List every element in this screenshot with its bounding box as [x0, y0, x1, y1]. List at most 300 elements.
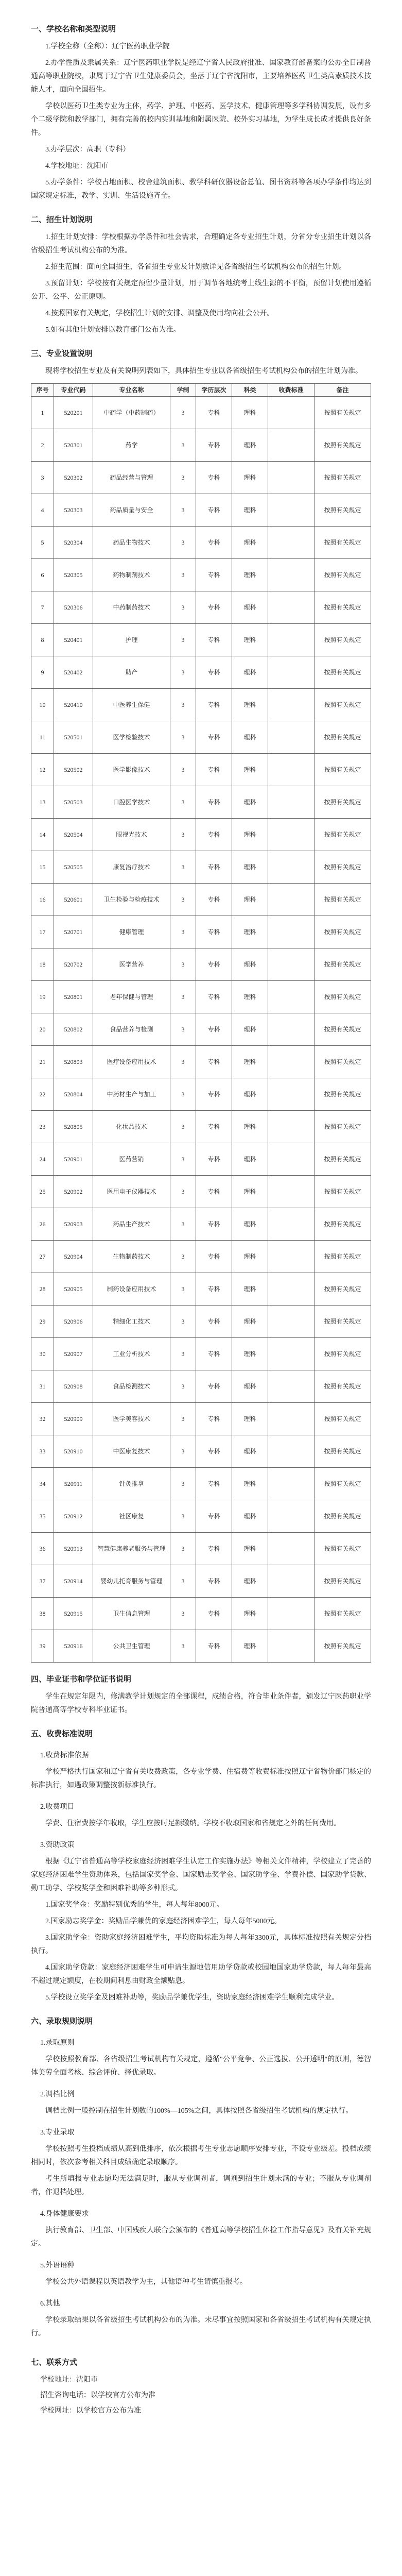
- table-cell: 卫生信息管理: [93, 1598, 170, 1630]
- table-cell: 520402: [54, 656, 93, 689]
- table-cell: 按照有关规定: [314, 851, 371, 884]
- table-cell: 按照有关规定: [314, 1435, 371, 1468]
- table-cell: 20: [31, 1013, 54, 1046]
- table-cell: 理科: [232, 1630, 268, 1663]
- table-row: [31, 1111, 371, 1143]
- table-cell: 按照有关规定: [314, 1403, 371, 1435]
- table-cell: 19: [31, 981, 54, 1013]
- table-cell: 专科: [196, 429, 232, 462]
- table-cell: 专科: [196, 1533, 232, 1565]
- table-cell: 15: [31, 851, 54, 884]
- table-cell: 理科: [232, 721, 268, 754]
- table-cell: 按照有关规定: [314, 1046, 371, 1078]
- table-cell: 按照有关规定: [314, 1013, 371, 1046]
- table-cell: 理科: [232, 559, 268, 591]
- table-cell: 29: [31, 1306, 54, 1338]
- table-cell: 药品质量与安全: [93, 494, 170, 527]
- table-cell: [268, 689, 314, 721]
- section-title: 五、收费标准说明: [31, 1730, 93, 1738]
- table-cell: 520905: [54, 1273, 93, 1306]
- table-cell: 3: [170, 1468, 196, 1500]
- table-cell: [268, 1013, 314, 1046]
- table-cell: 专科: [196, 462, 232, 494]
- subsection-title: 6.其他: [40, 2300, 60, 2308]
- table-cell: 17: [31, 916, 54, 948]
- table-header-cell: 序号: [31, 384, 54, 397]
- table-cell: 按照有关规定: [314, 1500, 371, 1533]
- table-cell: 专科: [196, 1013, 232, 1046]
- table-cell: 理科: [232, 1533, 268, 1565]
- table-cell: 社区康复: [93, 1500, 170, 1533]
- table-cell: 3: [170, 948, 196, 981]
- table-cell: 520504: [54, 819, 93, 851]
- table-cell: 理科: [232, 1435, 268, 1468]
- table-cell: 2: [31, 429, 54, 462]
- table-cell: 针灸推拿: [93, 1468, 170, 1500]
- table-cell: 3: [170, 851, 196, 884]
- table-cell: 3: [170, 819, 196, 851]
- table-cell: 按照有关规定: [314, 656, 371, 689]
- table-cell: 专科: [196, 916, 232, 948]
- table-cell: 老年保健与管理: [93, 981, 170, 1013]
- table-cell: 专科: [196, 656, 232, 689]
- subsection-title: 1.收费标准依据: [40, 1752, 89, 1759]
- table-cell: 520901: [54, 1143, 93, 1176]
- table-cell: 中医康复技术: [93, 1435, 170, 1468]
- table-cell: 专科: [196, 1241, 232, 1273]
- table-cell: 9: [31, 656, 54, 689]
- table-cell: 520804: [54, 1078, 93, 1111]
- table-cell: 38: [31, 1598, 54, 1630]
- table-cell: 520802: [54, 1013, 93, 1046]
- table-cell: 专科: [196, 1111, 232, 1143]
- paragraph: 执行教育部、卫生部、中国残疾人联合会颁布的《普通高等学校招生体检工作指导意见》及有关补充规定。: [31, 2227, 371, 2248]
- table-row: [31, 689, 371, 721]
- table-row: [31, 851, 371, 884]
- table-cell: 3: [170, 1143, 196, 1176]
- table-cell: [268, 1273, 314, 1306]
- table-cell: 中药学（中药制药）: [93, 397, 170, 429]
- table-cell: 3: [170, 1241, 196, 1273]
- table-cell: 34: [31, 1468, 54, 1500]
- paragraph: 5.如有其他计划安排以教育部门公布为准。: [45, 326, 181, 334]
- table-cell: 食品检测技术: [93, 1370, 170, 1403]
- table-row: [31, 1435, 371, 1468]
- table-cell: 理科: [232, 1176, 268, 1208]
- table-cell: 专科: [196, 624, 232, 656]
- table-cell: 520916: [54, 1630, 93, 1663]
- subsection-title: 2.收费项目: [40, 1803, 75, 1811]
- table-cell: 520903: [54, 1208, 93, 1241]
- table-cell: [268, 559, 314, 591]
- section-title: 七、联系方式: [31, 2359, 78, 2367]
- table-cell: [268, 462, 314, 494]
- table-row: [31, 397, 371, 429]
- paragraph: 1.国家奖学金：奖励特别优秀的学生，每人每年8000元。: [45, 1901, 224, 1909]
- table-cell: [268, 819, 314, 851]
- table-cell: 21: [31, 1046, 54, 1078]
- table-cell: 35: [31, 1500, 54, 1533]
- table-cell: 520601: [54, 884, 93, 916]
- table-cell: 32: [31, 1403, 54, 1435]
- table-cell: 专科: [196, 1338, 232, 1370]
- table-cell: 4: [31, 494, 54, 527]
- table-cell: 按照有关规定: [314, 721, 371, 754]
- table-cell: 按照有关规定: [314, 397, 371, 429]
- table-cell: 婴幼儿托育服务与管理: [93, 1565, 170, 1598]
- table-cell: 按照有关规定: [314, 1078, 371, 1111]
- table-cell: 专科: [196, 397, 232, 429]
- table-row: [31, 1403, 371, 1435]
- paragraph: 学校录取结果以各省级招生考试机构公布的为准。未尽事宜按照国家和各省级招生考试机构有关规定执行。: [31, 2316, 371, 2337]
- table-cell: 按照有关规定: [314, 462, 371, 494]
- table-cell: 3: [170, 1338, 196, 1370]
- table-cell: 专科: [196, 884, 232, 916]
- table-cell: 520805: [54, 1111, 93, 1143]
- paragraph: 2.国家励志奖学金：奖励品学兼优的家庭经济困难学生，每人每年5000元。: [45, 1918, 282, 1925]
- table-cell: 3: [170, 559, 196, 591]
- table-cell: 3: [170, 527, 196, 559]
- paragraph: 现将学校招生专业及有关说明列表如下，具体招生专业以各省级招生考试机构公布的招生计划为准。: [45, 367, 362, 375]
- table-row: [31, 591, 371, 624]
- table-row: [31, 754, 371, 786]
- paragraph: 学校以医药卫生类专业为主体，药学、护理、中医药、医学技术、健康管理等多学科协调发展，设有多个二级学院和教学部门，拥有完善的校内实训基地和附属医院、校外实习基地，为学生成长成才提供良好条件。: [31, 103, 371, 137]
- table-cell: 30: [31, 1338, 54, 1370]
- table-cell: 37: [31, 1565, 54, 1598]
- table-cell: 理科: [232, 1046, 268, 1078]
- table-header-cell: 收费标准: [268, 384, 314, 397]
- table-row: [31, 1630, 371, 1663]
- table-cell: 39: [31, 1630, 54, 1663]
- table-cell: 药物制剂技术: [93, 559, 170, 591]
- table-cell: 护理: [93, 624, 170, 656]
- section-title: 四、毕业证书和学位证书说明: [31, 1675, 132, 1684]
- table-cell: 理科: [232, 1078, 268, 1111]
- table-row: [31, 1078, 371, 1111]
- table-cell: 理科: [232, 1598, 268, 1630]
- table-row: [31, 916, 371, 948]
- table-cell: 3: [170, 1500, 196, 1533]
- subsection-title: 4.身体健康要求: [40, 2210, 89, 2218]
- table-cell: 按照有关规定: [314, 559, 371, 591]
- table-cell: [268, 1078, 314, 1111]
- table-cell: 按照有关规定: [314, 1533, 371, 1565]
- paragraph: 调档比例一般控制在招生计划数的100%—105%之间，具体按照各省级招生考试机构的规定执行。: [45, 2107, 353, 2115]
- table-cell: 24: [31, 1143, 54, 1176]
- table-row: [31, 786, 371, 819]
- table-cell: 按照有关规定: [314, 786, 371, 819]
- table-row: [31, 1273, 371, 1306]
- table-cell: 理科: [232, 591, 268, 624]
- table-row: [31, 624, 371, 656]
- paragraph: 2.办学性质及隶属关系：辽宁医药职业学院是经辽宁省人民政府批准、国家教育部备案的公办全日制普通高等职业院校，隶属于辽宁省卫生健康委员会，坐落于辽宁省沈阳市，主要培养医药卫生类高素质技术技能人才，面向全国招生。: [31, 59, 371, 94]
- table-cell: [268, 1500, 314, 1533]
- table-cell: 按照有关规定: [314, 1111, 371, 1143]
- table-cell: 6: [31, 559, 54, 591]
- table-cell: 按照有关规定: [314, 981, 371, 1013]
- paragraph: 3.预留计划：学校按有关规定预留少量计划，用于调节各地统考上线生源的不平衡，预留计划使用遵循公开、公平、公正原则。: [31, 280, 371, 301]
- table-cell: 7: [31, 591, 54, 624]
- table-cell: 520911: [54, 1468, 93, 1500]
- subsection-title: 3.资助政策: [40, 1841, 75, 1849]
- table-cell: [268, 656, 314, 689]
- table-cell: [268, 981, 314, 1013]
- paragraph: 1.招生计划安排：学校根据办学条件和社会需求，合理确定各专业招生计划，分省分专业招生计划以各省级招生考试机构公布的为准。: [31, 233, 371, 255]
- table-cell: [268, 916, 314, 948]
- table-cell: 理科: [232, 1468, 268, 1500]
- table-cell: 专科: [196, 721, 232, 754]
- table-cell: 化妆品技术: [93, 1111, 170, 1143]
- table-cell: 专科: [196, 1046, 232, 1078]
- table-cell: 理科: [232, 1111, 268, 1143]
- table-cell: 3: [170, 1435, 196, 1468]
- paragraph: 3.办学层次：高职（专科）: [45, 146, 130, 154]
- table-cell: 520801: [54, 981, 93, 1013]
- table-cell: 520906: [54, 1306, 93, 1338]
- table-cell: [268, 1111, 314, 1143]
- table-cell: 按照有关规定: [314, 1306, 371, 1338]
- table-cell: 按照有关规定: [314, 494, 371, 527]
- table-row: [31, 1370, 371, 1403]
- table-cell: [268, 429, 314, 462]
- table-cell: [268, 527, 314, 559]
- table-row: [31, 1468, 371, 1500]
- table-cell: 16: [31, 884, 54, 916]
- table-cell: 按照有关规定: [314, 1630, 371, 1663]
- paragraph: 4.按照国家有关规定，学校招生计划的安排、调整及使用均向社会公开。: [45, 310, 274, 317]
- table-cell: [268, 1338, 314, 1370]
- table-cell: 3: [170, 884, 196, 916]
- table-cell: 33: [31, 1435, 54, 1468]
- section-title: 二、招生计划说明: [31, 216, 93, 224]
- table-cell: [268, 1598, 314, 1630]
- table-cell: [268, 1565, 314, 1598]
- table-cell: 理科: [232, 429, 268, 462]
- table-cell: 卫生检验与检疫技术: [93, 884, 170, 916]
- table-row: [31, 1565, 371, 1598]
- table-cell: 520501: [54, 721, 93, 754]
- table-cell: 520904: [54, 1241, 93, 1273]
- table-cell: [268, 494, 314, 527]
- table-cell: 520912: [54, 1500, 93, 1533]
- table-cell: 3: [170, 624, 196, 656]
- table-cell: 专科: [196, 527, 232, 559]
- table-cell: 生物制药技术: [93, 1241, 170, 1273]
- table-cell: 专科: [196, 786, 232, 819]
- table-cell: 医学影像技术: [93, 754, 170, 786]
- table-cell: 520302: [54, 462, 93, 494]
- table-cell: 按照有关规定: [314, 429, 371, 462]
- table-cell: 专科: [196, 689, 232, 721]
- table-cell: 3: [170, 1176, 196, 1208]
- table-cell: 3: [170, 1013, 196, 1046]
- paragraph: 考生所填报专业志愿均无法满足时，服从专业调剂者，调剂到招生计划未满的专业；不服从专业调剂者，作退档处理。: [31, 2175, 371, 2196]
- table-cell: [268, 591, 314, 624]
- table-cell: 3: [170, 429, 196, 462]
- table-cell: 31: [31, 1370, 54, 1403]
- table-cell: 理科: [232, 948, 268, 981]
- table-cell: 14: [31, 819, 54, 851]
- table-cell: 23: [31, 1111, 54, 1143]
- table-cell: 中药材生产与加工: [93, 1078, 170, 1111]
- table-cell: 理科: [232, 819, 268, 851]
- table-row: [31, 1013, 371, 1046]
- table-row: [31, 462, 371, 494]
- table-header-cell: 科类: [232, 384, 268, 397]
- table-cell: 专科: [196, 1273, 232, 1306]
- table-cell: 理科: [232, 689, 268, 721]
- major-table: [31, 383, 371, 1663]
- table-cell: 理科: [232, 1500, 268, 1533]
- table-cell: 18: [31, 948, 54, 981]
- table-cell: 520306: [54, 591, 93, 624]
- table-row: [31, 527, 371, 559]
- table-cell: [268, 1208, 314, 1241]
- table-row: [31, 884, 371, 916]
- table-cell: 3: [170, 591, 196, 624]
- table-cell: 专科: [196, 1176, 232, 1208]
- table-cell: 520908: [54, 1370, 93, 1403]
- table-cell: 专科: [196, 1565, 232, 1598]
- table-cell: 专科: [196, 1403, 232, 1435]
- subsection-title: 1.录取原则: [40, 2039, 75, 2047]
- table-cell: 3: [170, 689, 196, 721]
- table-cell: 专科: [196, 1435, 232, 1468]
- table-cell: 智慧健康养老服务与管理: [93, 1533, 170, 1565]
- table-cell: 理科: [232, 397, 268, 429]
- table-cell: [268, 1143, 314, 1176]
- table-cell: 理科: [232, 786, 268, 819]
- table-cell: 520201: [54, 397, 93, 429]
- table-cell: 26: [31, 1208, 54, 1241]
- paragraph: 学校公共外语课程以英语教学为主，其他语种考生请慎重报考。: [45, 2278, 247, 2286]
- table-cell: 3: [170, 1306, 196, 1338]
- table-cell: 按照有关规定: [314, 1143, 371, 1176]
- table-cell: 专科: [196, 981, 232, 1013]
- table-cell: 3: [31, 462, 54, 494]
- table-cell: 12: [31, 754, 54, 786]
- table-cell: 专科: [196, 948, 232, 981]
- table-cell: 按照有关规定: [314, 884, 371, 916]
- table-cell: 520304: [54, 527, 93, 559]
- table-cell: 520503: [54, 786, 93, 819]
- table-cell: 520701: [54, 916, 93, 948]
- table-cell: 药品生产技术: [93, 1208, 170, 1241]
- table-cell: 医学美容技术: [93, 1403, 170, 1435]
- table-cell: 理科: [232, 1565, 268, 1598]
- paragraph: 学校严格执行国家和辽宁省有关收费政策，各专业学费、住宿费等收费标准按照辽宁省物价部门核定的标准执行，如遇政策调整按新标准执行。: [31, 1768, 371, 1789]
- table-cell: 10: [31, 689, 54, 721]
- table-cell: 25: [31, 1176, 54, 1208]
- table-cell: 3: [170, 1111, 196, 1143]
- table-cell: 520907: [54, 1338, 93, 1370]
- table-cell: 专科: [196, 1078, 232, 1111]
- table-cell: 28: [31, 1273, 54, 1306]
- contact-line: 招生咨询电话：以学校官方公布为准: [40, 2392, 155, 2399]
- table-row: [31, 1533, 371, 1565]
- table-cell: [268, 1176, 314, 1208]
- table-cell: 药品生物技术: [93, 527, 170, 559]
- table-cell: 36: [31, 1533, 54, 1565]
- table-cell: 3: [170, 1565, 196, 1598]
- table-row: [31, 1176, 371, 1208]
- table-cell: 理科: [232, 462, 268, 494]
- paragraph: 学费、住宿费按学年收取，学生应按时足额缴纳。学校不收取国家和省规定之外的任何费用。: [45, 1820, 341, 1827]
- table-cell: 健康管理: [93, 916, 170, 948]
- table-cell: 520909: [54, 1403, 93, 1435]
- table-cell: 3: [170, 754, 196, 786]
- table-cell: 工业分析技术: [93, 1338, 170, 1370]
- table-cell: 按照有关规定: [314, 916, 371, 948]
- table-row: [31, 948, 371, 981]
- table-cell: 520410: [54, 689, 93, 721]
- table-cell: 1: [31, 397, 54, 429]
- table-cell: [268, 1403, 314, 1435]
- paragraph: 学校按照教育部、各省级招生考试机构有关规定，遵循"公平竞争、公正选拔、公开透明"的原则，德智体美劳全面考核、综合评价、择优录取。: [31, 2056, 371, 2077]
- table-cell: 520301: [54, 429, 93, 462]
- table-cell: [268, 1370, 314, 1403]
- table-cell: 3: [170, 1598, 196, 1630]
- table-cell: 按照有关规定: [314, 527, 371, 559]
- table-cell: 康复治疗技术: [93, 851, 170, 884]
- table-cell: 理科: [232, 1403, 268, 1435]
- table-cell: [268, 786, 314, 819]
- table-cell: [268, 721, 314, 754]
- table-cell: 3: [170, 494, 196, 527]
- paragraph: 3.国家助学金：资助家庭经济困难学生，平均资助标准为每人每年3300元，具体标准按照有关规定分档执行。: [31, 1934, 371, 1955]
- table-cell: 按照有关规定: [314, 1338, 371, 1370]
- table-cell: [268, 851, 314, 884]
- paragraph: 2.招生范围：面向全国招生，各省招生专业及计划数详见各省级招生考试机构公布的招生计划。: [45, 263, 346, 271]
- table-cell: 理科: [232, 1208, 268, 1241]
- table-cell: 理科: [232, 656, 268, 689]
- table-cell: 按照有关规定: [314, 1598, 371, 1630]
- table-cell: 3: [170, 786, 196, 819]
- table-cell: 520505: [54, 851, 93, 884]
- subsection-title: 2.调档比例: [40, 2091, 75, 2098]
- table-row: [31, 981, 371, 1013]
- table-cell: 理科: [232, 1143, 268, 1176]
- table-cell: 理科: [232, 1241, 268, 1273]
- table-cell: 按照有关规定: [314, 1370, 371, 1403]
- table-cell: 精细化工技术: [93, 1306, 170, 1338]
- table-cell: 520803: [54, 1046, 93, 1078]
- table-cell: 医疗设备应用技术: [93, 1046, 170, 1078]
- table-cell: 食品营养与检测: [93, 1013, 170, 1046]
- table-cell: 3: [170, 981, 196, 1013]
- table-header-cell: 学制: [170, 384, 196, 397]
- table-cell: 理科: [232, 981, 268, 1013]
- table-cell: 专科: [196, 1630, 232, 1663]
- table-cell: 3: [170, 1403, 196, 1435]
- table-cell: 3: [170, 1078, 196, 1111]
- section-title: 三、专业设置说明: [31, 350, 93, 358]
- table-cell: [268, 1435, 314, 1468]
- table-cell: 药学: [93, 429, 170, 462]
- table-row: [31, 1598, 371, 1630]
- table-cell: 专科: [196, 1143, 232, 1176]
- table-header-cell: 备注: [314, 384, 371, 397]
- table-row: [31, 656, 371, 689]
- table-cell: 专科: [196, 851, 232, 884]
- table-cell: 专科: [196, 591, 232, 624]
- table-cell: 药品经营与管理: [93, 462, 170, 494]
- table-cell: 按照有关规定: [314, 1565, 371, 1598]
- table-cell: 理科: [232, 1013, 268, 1046]
- table-cell: 理科: [232, 1370, 268, 1403]
- table-cell: 520902: [54, 1176, 93, 1208]
- table-row: [31, 559, 371, 591]
